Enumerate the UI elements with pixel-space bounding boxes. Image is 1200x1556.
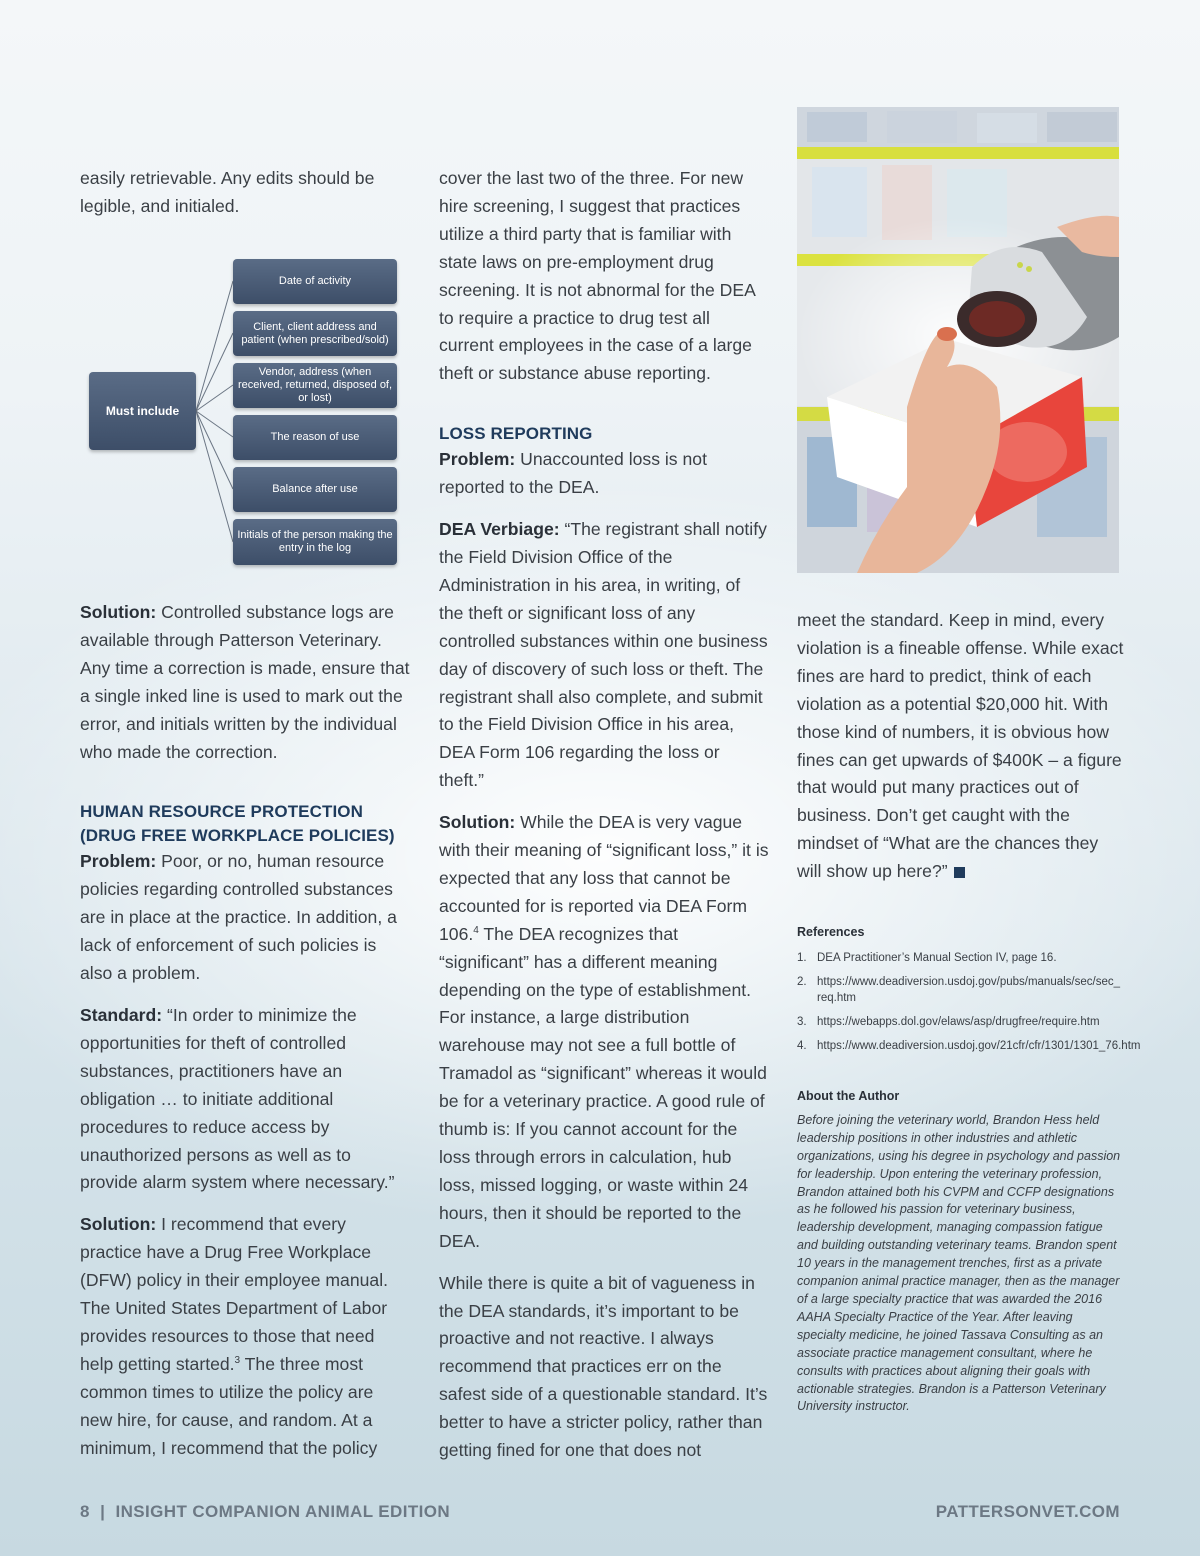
drug-test-paragraph: cover the last two of the three. For new hire screening, I suggest that practices utilize a third party that is familiar with state laws on pre-employment drug screening. It is not abnormal for the DEA to require a practice to drug test all current employees in the case of a large theft or substance abuse reporting. bbox=[439, 168, 755, 384]
must-include-box: Must include bbox=[89, 372, 196, 450]
end-mark-icon bbox=[954, 867, 965, 878]
fines-paragraph: meet the standard. Keep in mind, every violation is a fineable offense. While exact fines are hard to predict, think of each violation as a potential $20,000 hit. With those kind of numbers, it is obvious how fines can get upwards of $400K – a figure that would put many practices out of business. Don’t get caught with the mindset of “What are the chances they will show up here?” bbox=[797, 610, 1124, 882]
footer-website: PATTERSONVET.COM bbox=[935, 1502, 1120, 1521]
about-author-title: About the Author bbox=[797, 1089, 900, 1103]
diagram-item-date: Date of activity bbox=[233, 259, 397, 304]
diagram-item-vendor: Vendor, address (when received, returned, disposed of, or lost) bbox=[233, 363, 397, 408]
dea-verbiage-paragraph: DEA Verbiage: “The registrant shall notify the Field Division Office of the Administration in his area, in writing, of the theft or significant loss of any controlled substances within one business day of discovery of such loss or theft. The registrant shall also complete, and submit to the Field Division Office in his area, DEA Form 106 regarding the loss or theft.” bbox=[439, 519, 768, 791]
column-2 bbox=[439, 165, 769, 1479]
reference-item: 4. https://www.deadiversion.usdoj.gov/21cfr/cfr/1301/1301_76.htm bbox=[797, 1040, 1141, 1052]
diagram-item-reason: The reason of use bbox=[233, 415, 397, 460]
column-1-top bbox=[80, 165, 410, 235]
must-include-diagram bbox=[82, 255, 402, 567]
pharmacy-scanner-photo bbox=[797, 107, 1119, 573]
reference-item: 3. https://webapps.dol.gov/elaws/asp/drugfree/require.htm bbox=[797, 1016, 1100, 1028]
hr-heading: HUMAN RESOURCE PROTECTION (DRUG FREE WORKPLACE POLICIES) bbox=[80, 802, 395, 846]
solution-paragraph-3: Solution: While the DEA is very vague with their meaning of “significant loss,” it is expected that any loss that cannot be accounted for is reported via DEA Form 106.$^4$ The DEA recognizes that “significant” has a different meaning depending on the type of establishment. For instance, a large distribution warehouse may not see a full bottle of Tramadol as “significant” whereas it would be for a veterinary practice. A good rule of thumb is: If you cannot account for the loss through errors in calculation, hub loss, missed logging, or waste within 24 hours, then it should be reported to the DEA. bbox=[439, 812, 769, 1251]
reference-item: 1. DEA Practitioner’s Manual Section IV, page 16. bbox=[797, 952, 1057, 964]
column-3 bbox=[797, 607, 1127, 900]
footer-edition: 8 | INSIGHT COMPANION ANIMAL EDITION bbox=[80, 1502, 451, 1521]
solution-paragraph-1: Solution: Controlled substance logs are available through Patterson Veterinary. Any time a correction is made, ensure that a single inked line is used to mark out the error, and initials written by the individual who made the correction. bbox=[80, 602, 410, 762]
references-section bbox=[797, 924, 1141, 1062]
solution-paragraph-2: Solution: I recommend that every practice have a Drug Free Workplace (DFW) policy in their employee manual. The United States Department of Labor provides resources to those that need help getting started.$^3$ The three most common times to utilize the policy are new hire, for cause, and random. At a minimum, I recommend that the policy bbox=[80, 1214, 388, 1458]
column-1-body bbox=[80, 599, 410, 1476]
vagueness-paragraph: While there is quite a bit of vagueness in the DEA standards, it’s important to be proactive and not reactive. I always recommend that practices err on the safest side of a questionable standard. It’s better to have a stricter policy, rather than getting fined for one that does not bbox=[439, 1272, 768, 1461]
pharmacy-scanner-illustration bbox=[797, 107, 1119, 573]
intro-paragraph: easily retrievable. Any edits should be legible, and initialed. bbox=[80, 168, 375, 216]
reference-item: 2. https://www.deadiversion.usdoj.gov/pubs/manuals/sec/sec_req.htm bbox=[797, 976, 1120, 1004]
standard-paragraph: Standard: “In order to minimize the opportunities for theft of controlled substances, practitioners have an obligation … to initiate additional procedures to reduce access by unauthorized persons as well as to provide alarm system where necessary.” bbox=[80, 1004, 395, 1193]
about-author-section bbox=[797, 1088, 1122, 1416]
problem-paragraph-1: Problem: Poor, or no, human resource policies regarding controlled substances are in place at the practice. In addition, a lack of enforcement of such policies is also a problem. bbox=[80, 851, 397, 984]
loss-reporting-heading: LOSS REPORTING bbox=[439, 424, 593, 444]
references-title: References bbox=[797, 925, 865, 939]
diagram-item-initials: Initials of the person making the entry in the log bbox=[233, 519, 397, 565]
diagram-item-client: Client, client address and patient (when prescribed/sold) bbox=[233, 311, 397, 356]
diagram-item-balance: Balance after use bbox=[233, 467, 397, 512]
problem-paragraph-2: Problem: Unaccounted loss is not reported to the DEA. bbox=[439, 449, 707, 498]
about-author-text: Before joining the veterinary world, Brandon Hess held leadership positions in other industries and athletic organizations, using his degree in psychology and passion for leadership. Upon entering the veterinary profession, Brandon attained both his CVPM and CCFP designations as he followed his passion for veterinary business, leadership development, managing compassion fatigue and building outstanding veterinary teams. Brandon spent 10 years in the management trenches, first as a private companion animal practice manager, then as the manager of a large specialty practice that was awarded the 2016 AAHA Specialty Practice of the Year. After leaving specialty medicine, he joined Tassava Consulting as an associate practice management consultant, where he consults with practices about aligning their goals with actionable strategies. Brandon is a Patterson Veterinary University instructor. bbox=[797, 1112, 1121, 1414]
